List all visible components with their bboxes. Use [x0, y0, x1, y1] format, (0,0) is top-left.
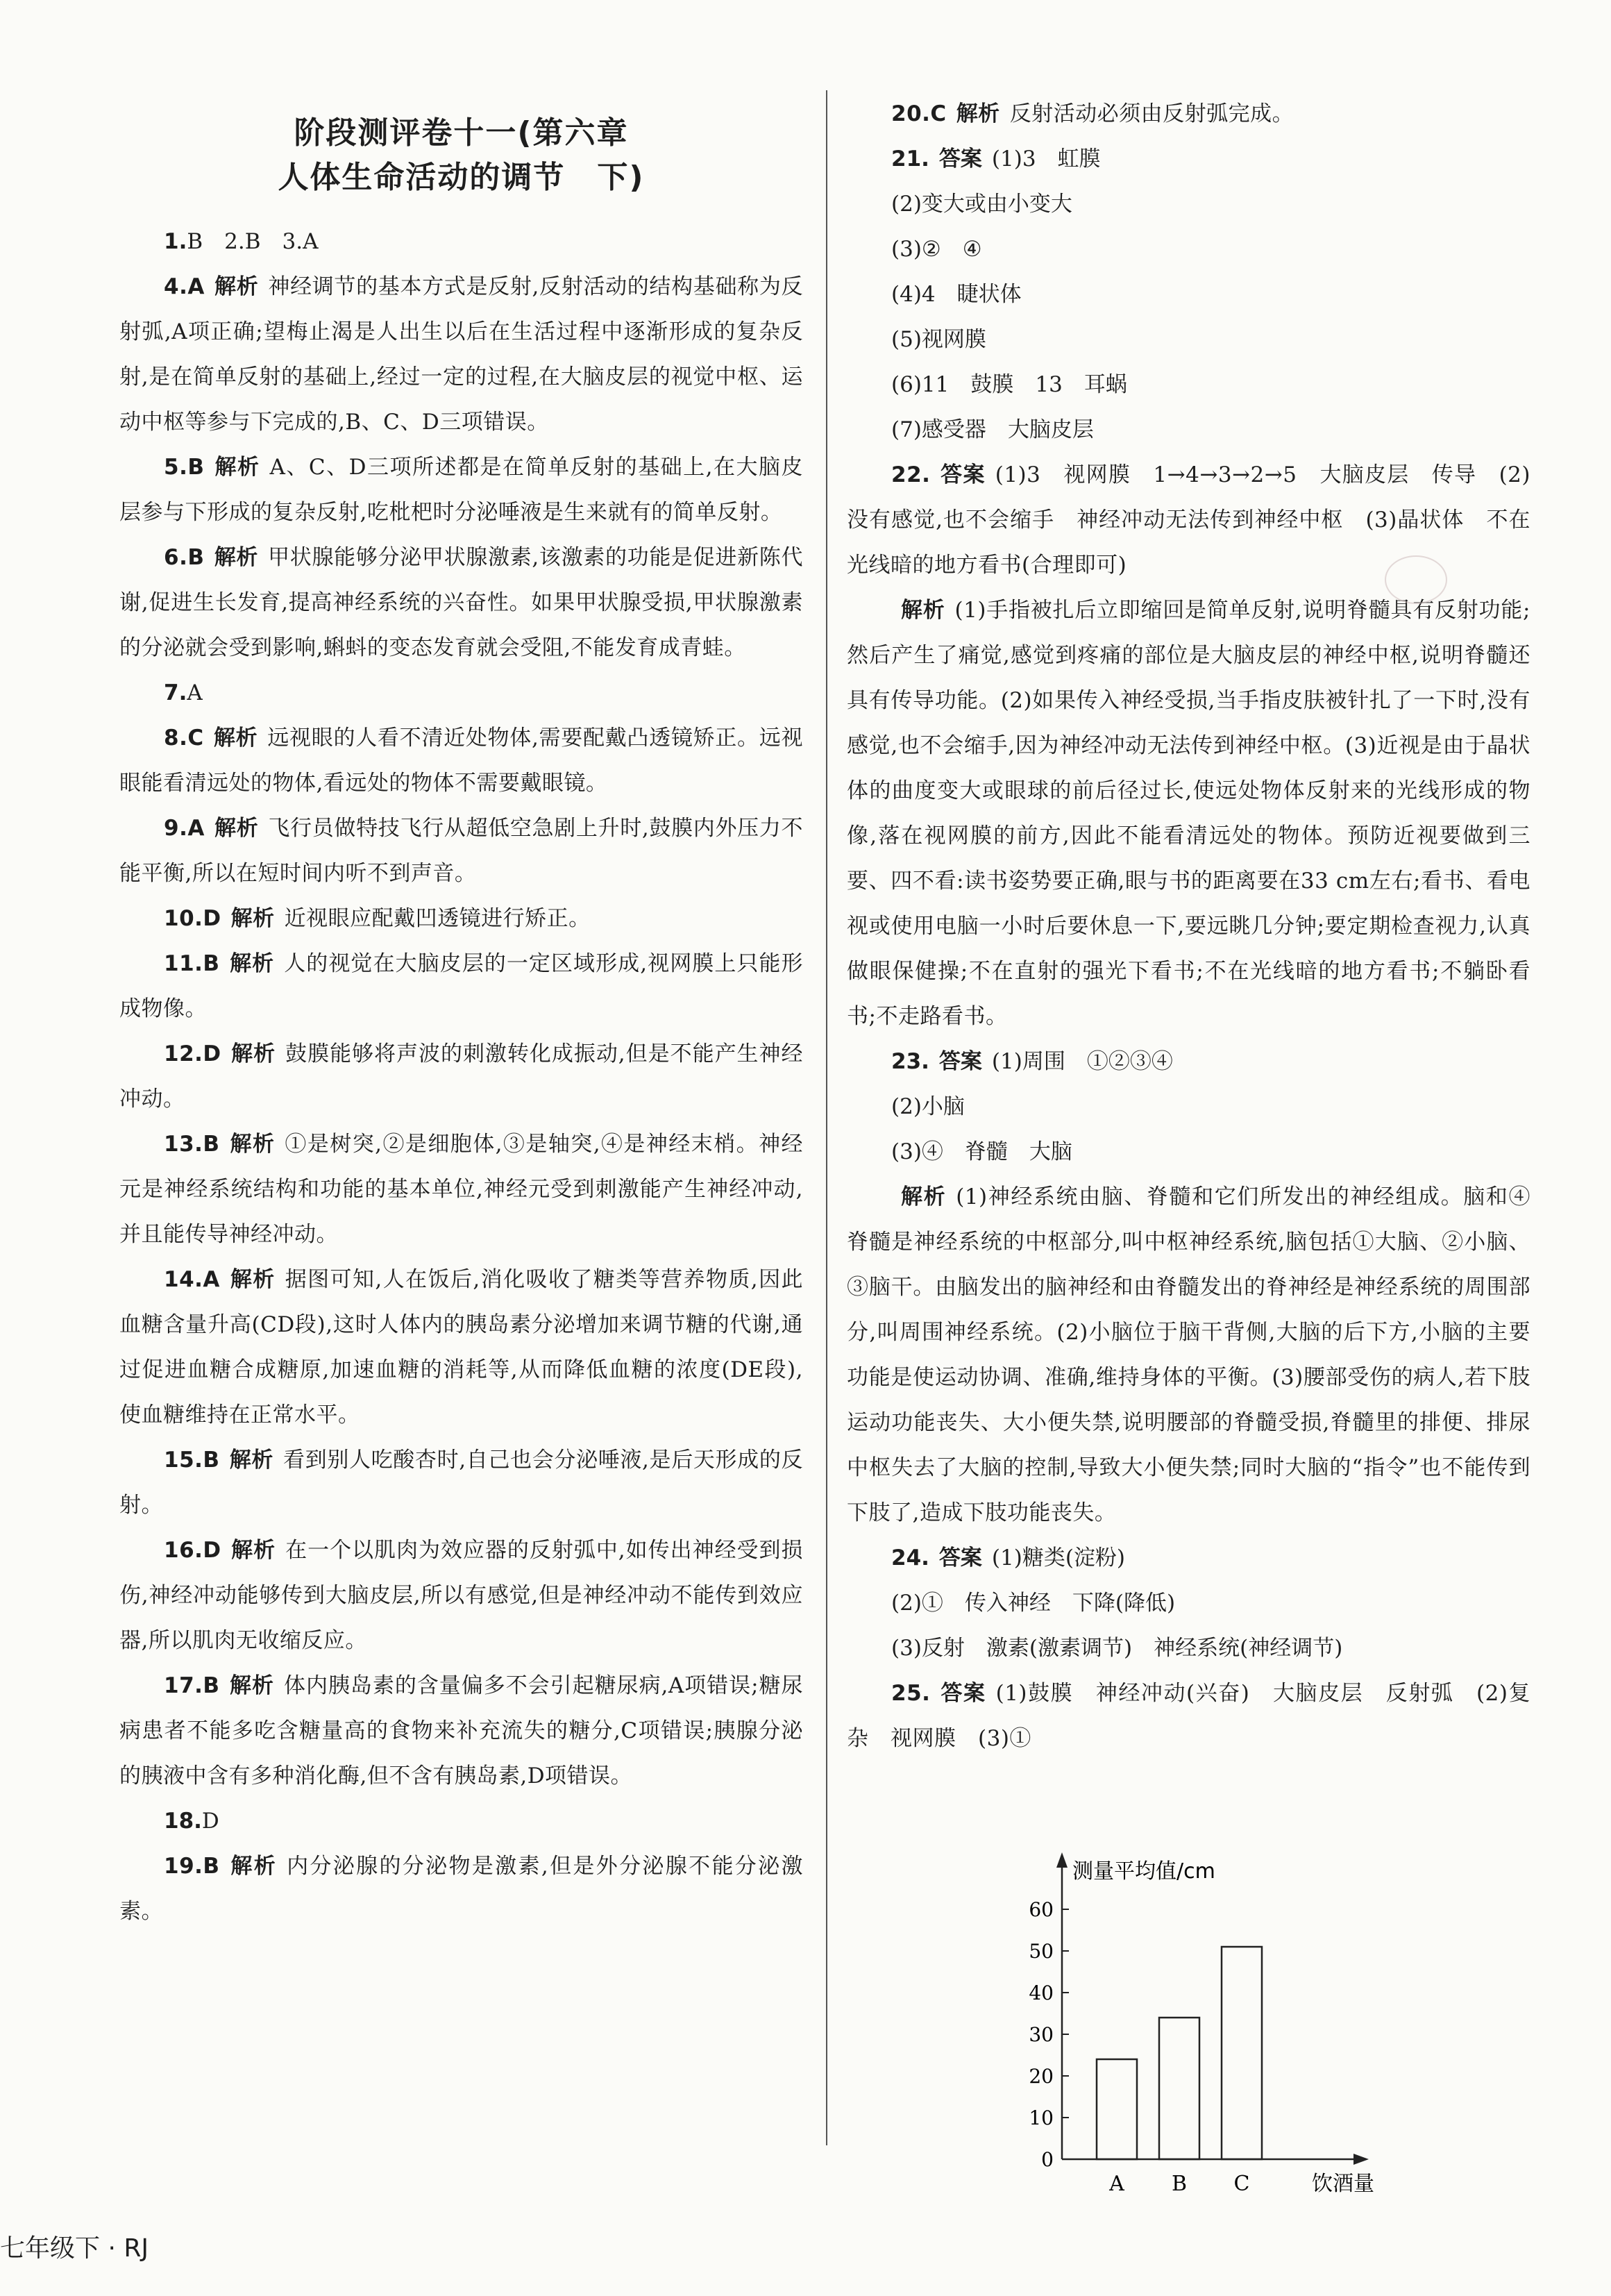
item-text: 看到别人吃酸杏时,自己也会分泌唾液,是后天形成的反射。 — [119, 1448, 803, 1518]
answer-letter: B — [203, 1673, 220, 1698]
answer-item — [119, 806, 803, 896]
item-number: 12. — [164, 1041, 203, 1066]
answer-item — [847, 227, 1530, 272]
analysis-tag: 解析 — [956, 101, 1000, 126]
answer-item — [119, 1799, 803, 1844]
bar-chart — [1000, 1847, 1374, 2208]
analysis-tag: 答案 — [938, 146, 982, 171]
analysis-tag: 解析 — [229, 1448, 274, 1473]
answer-letter: B — [203, 1448, 220, 1473]
answer-item — [119, 941, 803, 1032]
item-number: 22. — [891, 462, 931, 487]
footer-label: 七年级下 · RJ — [0, 2234, 149, 2263]
answer-item — [847, 1626, 1530, 1671]
item-text: (1)糖类(淀粉) — [991, 1545, 1126, 1570]
answer-item — [119, 671, 803, 716]
analysis-tag: 解析 — [901, 598, 945, 623]
item-text: (7)感受器 大脑皮层 — [891, 417, 1094, 442]
analysis-tag: 答案 — [940, 1681, 986, 1706]
left-answer-list — [119, 219, 803, 1934]
item-text: (1)神经系统由脑、脊髓和它们所发出的神经组成。脑和④脊髓是神经系统的中枢部分,叫中枢神经系统,脑包括①大脑、②小脑、③脑干。由脑发出的脑神经和由脊髓发出的脊神经是神经系统的周围部分,叫周围神经系统。(2)小脑位于脑干背侧,大脑的后下方,小脑的主要功能是使运动协调、准确,维持身体的平衡。(3)腰部受伤的病人,若下肢运动功能丧失、大小便失禁,说明腰部的脊髓受损,脊髓里的排便、排尿中枢失去了大脑的控制,导致大小便失禁;同时大脑的“指令”也不能传到下肢了,造成下肢功能丧失。 — [847, 1184, 1530, 1525]
answer-item — [847, 1084, 1530, 1130]
title-block — [119, 111, 803, 200]
item-number: 9. — [164, 816, 188, 841]
page-title-line1: 阶段测评卷十一(第六章 — [294, 115, 629, 151]
x-axis-arrow — [1353, 2154, 1369, 2165]
y-tick-label: 30 — [1029, 2023, 1054, 2046]
item-text: (6)11 鼓膜 13 耳蜗 — [891, 372, 1127, 397]
item-text: 反射活动必须由反射弧完成。 — [1009, 101, 1294, 126]
answer-letter: D — [203, 1538, 221, 1563]
answer-letter: B — [187, 455, 205, 480]
analysis-tag: 解析 — [214, 455, 260, 480]
item-number: 21. — [891, 146, 929, 171]
x-axis-label: 饮酒量 — [1312, 2172, 1374, 2196]
item-text: 近视眼应配戴凹透镜进行矫正。 — [284, 906, 591, 931]
answer-item — [119, 716, 803, 806]
x-tick-label: C — [1233, 2172, 1250, 2196]
column-divider — [826, 90, 827, 2145]
x-tick-label: A — [1109, 2172, 1124, 2196]
item-number: 23. — [891, 1049, 929, 1074]
analysis-tag: 解析 — [214, 816, 259, 841]
item-number: 19. — [164, 1854, 203, 1879]
answer-item — [847, 92, 1530, 137]
answer-item — [847, 1039, 1530, 1084]
item-text: B 2.B 3.A — [187, 229, 319, 254]
answer-letter: D — [203, 1041, 221, 1066]
analysis-tag: 解析 — [901, 1184, 947, 1209]
answer-letter: D — [203, 906, 221, 931]
item-text: (5)视网膜 — [891, 327, 986, 352]
item-number: 15. — [164, 1448, 203, 1473]
answer-letter: C — [930, 101, 947, 126]
analysis-tag: 解析 — [229, 1854, 278, 1879]
item-number: 7. — [164, 680, 187, 705]
stamp-mark — [1385, 555, 1447, 604]
analysis-tag: 解析 — [229, 951, 275, 976]
item-number: 5. — [164, 455, 188, 480]
y-tick-label: 60 — [1029, 1898, 1054, 1921]
bar-A — [1097, 2059, 1137, 2159]
item-number: 18. — [164, 1809, 202, 1834]
item-text: 飞行员做特技飞行从超低空急剧上升时,鼓膜内外压力不能平衡,所以在短时间内听不到声音。 — [119, 816, 803, 886]
answer-item — [119, 1122, 803, 1257]
item-text: (3)反射 激素(激素调节) 神经系统(神经调节) — [891, 1636, 1343, 1661]
analysis-tag: 解析 — [214, 545, 259, 570]
y-tick-label: 20 — [1029, 2065, 1054, 2088]
analysis-tag: 解析 — [230, 1041, 276, 1066]
answer-item — [119, 1438, 803, 1528]
item-number: 10. — [164, 906, 203, 931]
answer-item — [847, 137, 1530, 182]
item-text: A — [187, 680, 203, 705]
item-text: (1)鼓膜 神经冲动(兴奋) 大脑皮层 反射弧 (2)复杂 视网膜 (3)① — [847, 1681, 1531, 1751]
answer-item — [847, 588, 1530, 1039]
answer-item — [119, 1664, 803, 1799]
answer-item — [847, 408, 1530, 453]
answer-item — [119, 1032, 803, 1122]
answer-letter: A — [187, 274, 205, 299]
item-text: (3)④ 脊髓 大脑 — [891, 1139, 1072, 1164]
y-axis-arrow — [1056, 1852, 1068, 1868]
item-text: (2)① 传入神经 下降(降低) — [891, 1591, 1176, 1616]
answer-item — [119, 1528, 803, 1664]
item-number: 16. — [164, 1538, 203, 1563]
analysis-tag: 解析 — [214, 274, 259, 299]
answer-item — [847, 362, 1530, 408]
item-number: 11. — [164, 951, 203, 976]
y-tick-label: 50 — [1029, 1940, 1054, 1963]
item-text: A、C、D三项所述都是在简单反射的基础上,在大脑皮层参与下形成的复杂反射,吃枇杷时分泌唾液是生来就有的简单反射。 — [119, 455, 803, 525]
item-text: 远视眼的人看不清近处物体,需要配戴凸透镜矫正。远视眼能看清远处的物体,看远处的物体不需要戴眼镜。 — [119, 726, 803, 796]
item-text: (2)小脑 — [891, 1094, 965, 1119]
item-number: 8. — [164, 726, 188, 751]
right-column — [847, 92, 1530, 1761]
item-text: 鼓膜能够将声波的刺激转化成振动,但是不能产生神经冲动。 — [119, 1041, 804, 1112]
analysis-tag: 答案 — [938, 1545, 982, 1570]
answer-item — [847, 272, 1530, 317]
analysis-tag: 解析 — [229, 1267, 276, 1292]
answer-letter: A — [203, 1267, 220, 1292]
answer-item — [119, 535, 803, 671]
item-text: 体内胰岛素的含量偏多不会引起糖尿病,A项错误;糖尿病患者不能多吃含糖量高的食物来补充流失的糖分,C项错误;胰腺分泌的胰液中含有多种消化酶,但不含有胰岛素,D项错误。 — [119, 1673, 804, 1788]
item-text: (1)周围 ①②③④ — [991, 1049, 1173, 1074]
y-axis-label: 测量平均值/cm — [1072, 1859, 1215, 1884]
item-number: 4. — [164, 274, 188, 299]
item-number: 20. — [891, 101, 931, 126]
answer-item — [119, 265, 803, 445]
item-text: (1)3 虹膜 — [991, 146, 1101, 171]
answer-item — [847, 317, 1530, 362]
item-text: (2)变大或由小变大 — [891, 192, 1072, 217]
item-text: D — [201, 1809, 219, 1834]
answer-item — [119, 1257, 803, 1438]
x-tick-label: B — [1171, 2172, 1188, 2196]
item-text: 据图可知,人在饭后,消化吸收了糖类等营养物质,因此血糖含量升高(CD段),这时人体内的胰岛素分泌增加来调节糖的代谢,通过促进血糖合成糖原,加速血糖的消耗等,从而降低血糖的浓度(DE段),使血糖维持在正常水平。 — [119, 1267, 803, 1427]
item-number: 17. — [164, 1673, 203, 1698]
item-number: 6. — [164, 545, 188, 570]
item-text: ①是树突,②是细胞体,③是轴突,④是神经末梢。神经元是神经系统结构和功能的基本单位,神经元受到刺激能产生神经冲动,并且能传导神经冲动。 — [119, 1132, 804, 1247]
item-number: 14. — [164, 1267, 203, 1292]
item-text: (3)② ④ — [891, 237, 982, 262]
answer-item — [119, 445, 803, 535]
y-tick-label: 40 — [1029, 1981, 1054, 2004]
left-column — [119, 83, 803, 1934]
item-number: 13. — [164, 1132, 203, 1157]
analysis-tag: 解析 — [229, 1673, 274, 1698]
item-text: (4)4 睫状体 — [891, 282, 1022, 307]
analysis-tag: 答案 — [940, 462, 986, 487]
answer-item — [847, 1581, 1530, 1626]
bar-C — [1222, 1947, 1262, 2159]
answer-letter: B — [203, 1854, 220, 1879]
answer-letter: B — [187, 545, 205, 570]
item-text: 在一个以肌肉为效应器的反射弧中,如传出神经受到损伤,神经冲动能够传到大脑皮层,所以有感觉,但是神经冲动不能传到效应器,所以肌肉无收缩反应。 — [119, 1538, 804, 1653]
answer-letter: A — [187, 816, 205, 841]
item-text: 内分泌腺的分泌物是激素,但是外分泌腺不能分泌激素。 — [119, 1854, 803, 1924]
answer-item — [847, 182, 1530, 227]
bar-B — [1159, 2018, 1199, 2159]
item-text: (1)3 视网膜 1→4→3→2→5 大脑皮层 传导 (2)没有感觉,也不会缩手 神经冲动无法传到神经中枢 (3)晶状体 不在光线暗的地方看书(合理即可) — [847, 462, 1531, 578]
answer-letter: C — [187, 726, 204, 751]
item-text: 人的视觉在大脑皮层的一定区域形成,视网膜上只能形成物像。 — [119, 951, 803, 1021]
item-number: 24. — [891, 1545, 929, 1570]
y-tick-label: 10 — [1029, 2106, 1054, 2129]
item-text: 神经调节的基本方式是反射,反射活动的结构基础称为反射弧,A项正确;望梅止渴是人出生以后在生活过程中逐渐形成的复杂反射,是在简单反射的基础上,经过一定的过程,在大脑皮层的视觉中枢、运动中枢等参与下完成的,B、C、D三项错误。 — [119, 274, 803, 435]
right-answer-list — [847, 92, 1530, 1761]
answer-letter: B — [203, 951, 220, 976]
item-text: (1)手指被扎后立即缩回是简单反射,说明脊髓具有反射功能;然后产生了痛觉,感觉到疼痛的部位是大脑皮层的神经中枢,说明脊髓还具有传导功能。(2)如果传入神经受损,当手指皮肤被针扎了一下时,没有感觉,也不会缩手,因为神经冲动无法传到神经中枢。(3)近视是由于晶状体的曲度变大或眼球的前后径过长,使远处物体反射来的光线形成的物像,落在视网膜的前方,因此不能看清远处的物体。预防近视要做到三要、四不看:读书姿势要正确,眼与书的距离要在33 cm左右;看书、看电视或使用电脑一小时后要休息一下,要远眺几分钟;要定期检查视力,认真做眼保健操;不在直射的强光下看书;不在光线暗的地方看书;不躺卧看书;不走路看书。 — [847, 598, 1530, 1029]
y-tick-label: 0 — [1041, 2148, 1054, 2171]
analysis-tag: 解析 — [229, 1132, 276, 1157]
item-number: 25. — [891, 1681, 931, 1706]
analysis-tag: 答案 — [938, 1049, 982, 1074]
page-title-line2: 人体生命活动的调节 下) — [278, 160, 645, 195]
answer-item — [119, 896, 803, 941]
item-text: 甲状腺能够分泌甲状腺激素,该激素的功能是促进新陈代谢,促进生长发育,提高神经系统的兴奋性。如果甲状腺受损,甲状腺激素的分泌就会受到影响,蝌蚪的变态发育就会受阻,不能发育成青蛙。 — [119, 545, 803, 660]
answer-letter: B — [203, 1132, 220, 1157]
answer-item — [119, 219, 803, 265]
analysis-tag: 解析 — [230, 1538, 276, 1563]
item-number: 1. — [164, 229, 187, 254]
answer-item — [847, 1175, 1530, 1536]
answer-item — [847, 1536, 1530, 1581]
analysis-tag: 解析 — [230, 906, 275, 931]
answer-item — [119, 1844, 803, 1934]
answer-item — [847, 1671, 1530, 1761]
answer-item — [847, 1130, 1530, 1175]
analysis-tag: 解析 — [213, 726, 258, 751]
